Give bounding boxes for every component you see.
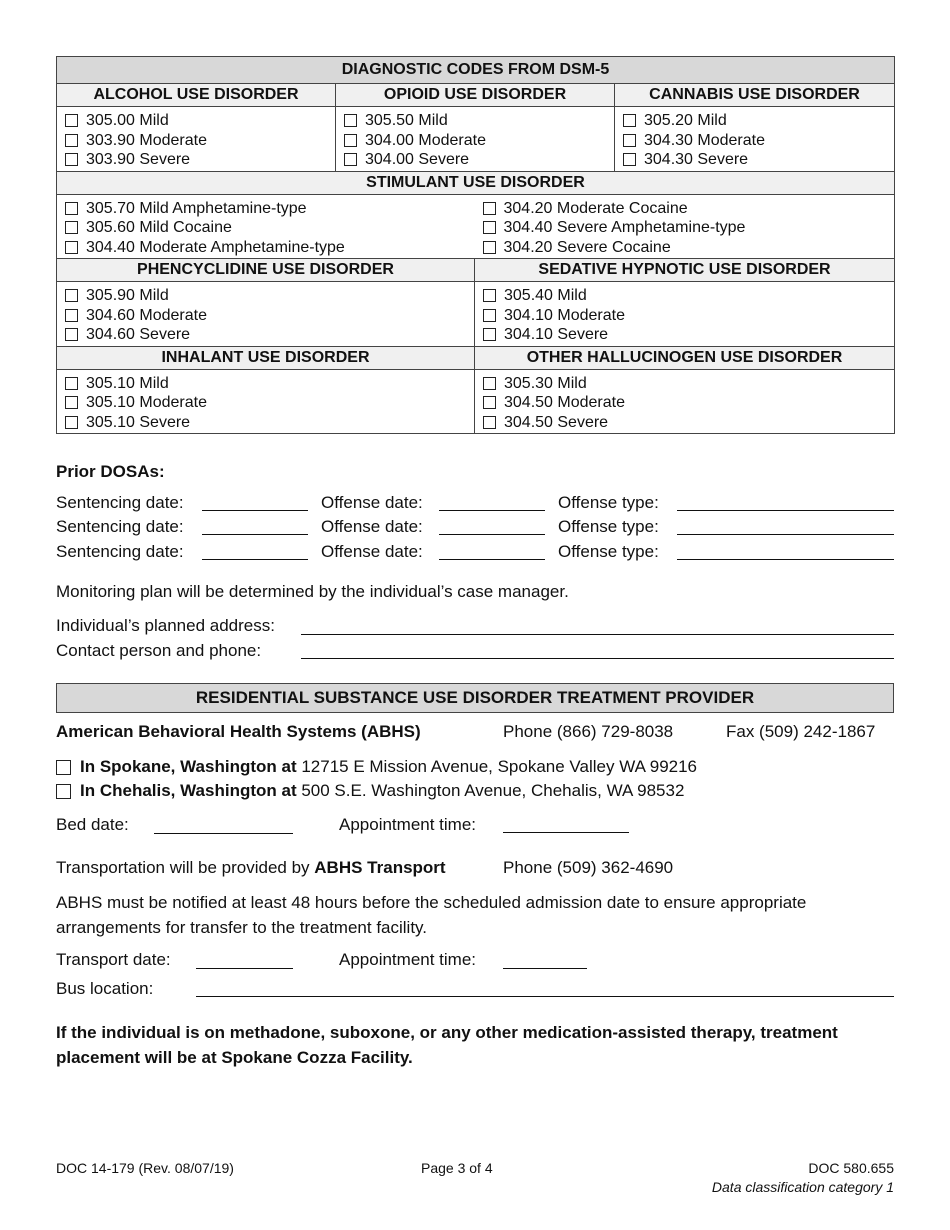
bus-location-label: Bus location: — [56, 979, 154, 998]
checkbox-icon — [56, 784, 71, 799]
spokane-location-checkbox[interactable]: In Spokane, Washington at 12715 E Mission Avenue, Spokane Valley WA 99216 — [56, 757, 697, 777]
hallucinogen-moderate-checkbox[interactable]: 304.50 Moderate — [483, 393, 886, 413]
checkbox-icon — [65, 221, 78, 234]
hallucinogen-severe-checkbox[interactable]: 304.50 Severe — [483, 413, 886, 433]
opioid-header: OPIOID USE DISORDER — [336, 84, 615, 107]
stimulant-mild-amphetamine-checkbox[interactable]: 305.70 Mild Amphetamine-type — [65, 199, 467, 219]
planned-address-label: Individual’s planned address: — [56, 616, 275, 635]
checkbox-icon — [65, 241, 78, 254]
sentencing-date-label-1: Sentencing date: — [56, 493, 184, 512]
diagnostic-codes-table — [56, 56, 895, 434]
checkbox-icon — [65, 202, 78, 215]
checkbox-icon — [65, 377, 78, 390]
inhalant-moderate-checkbox[interactable]: 305.10 Moderate — [65, 393, 466, 413]
bed-appointment-time-field[interactable] — [503, 832, 629, 833]
chehalis-location-checkbox[interactable]: In Chehalis, Washington at 500 S.E. Washington Avenue, Chehalis, WA 98532 — [56, 781, 684, 801]
form-id: DOC 14-179 (Rev. 08/07/19) — [56, 1160, 234, 1176]
checkbox-icon — [483, 396, 496, 409]
cannabis-severe-checkbox[interactable]: 304.30 Severe — [623, 150, 886, 170]
phencyclidine-mild-checkbox[interactable]: 305.90 Mild — [65, 286, 466, 306]
alcohol-severe-checkbox[interactable]: 303.90 Severe — [65, 150, 327, 170]
prior-dosas-heading: Prior DOSAs: — [56, 462, 165, 481]
transport-appointment-time-field[interactable] — [503, 968, 587, 969]
transport-date-label: Transport date: — [56, 950, 171, 969]
planned-address-field[interactable] — [301, 634, 894, 635]
provider-banner: RESIDENTIAL SUBSTANCE USE DISORDER TREATMENT PROVIDER — [56, 683, 894, 713]
checkbox-icon — [623, 134, 636, 147]
stimulant-severe-amphetamine-checkbox[interactable]: 304.40 Severe Amphetamine-type — [483, 218, 887, 238]
sedative-severe-checkbox[interactable]: 304.10 Severe — [483, 325, 886, 345]
cannabis-header: CANNABIS USE DISORDER — [615, 84, 895, 107]
checkbox-icon — [483, 241, 496, 254]
checkbox-icon — [65, 134, 78, 147]
cannabis-moderate-checkbox[interactable]: 304.30 Moderate — [623, 131, 886, 151]
offense-type-label-3: Offense type: — [558, 542, 659, 561]
hallucinogen-header: OTHER HALLUCINOGEN USE DISORDER — [475, 346, 895, 369]
contact-person-field[interactable] — [301, 658, 894, 659]
alcohol-header: ALCOHOL USE DISORDER — [57, 84, 336, 107]
offense-date-field-1[interactable] — [439, 510, 545, 511]
sedative-options — [475, 282, 895, 347]
stimulant-right-options — [475, 194, 895, 259]
bed-appointment-time-label: Appointment time: — [339, 815, 477, 834]
stimulant-left-options — [57, 194, 475, 259]
bed-date-label: Bed date: — [56, 815, 129, 834]
sedative-moderate-checkbox[interactable]: 304.10 Moderate — [483, 306, 886, 326]
offense-date-field-2[interactable] — [439, 534, 545, 535]
offense-date-label-2: Offense date: — [321, 517, 423, 536]
checkbox-icon — [65, 396, 78, 409]
stimulant-header: STIMULANT USE DISORDER — [57, 171, 895, 194]
transport-provider-name: ABHS Transport — [314, 858, 446, 877]
checkbox-icon — [483, 221, 496, 234]
provider-name: American Behavioral Health Systems (ABHS) — [56, 722, 421, 741]
transport-line: Transportation will be provided by ABHS Transport — [56, 858, 446, 877]
alcohol-options — [57, 107, 336, 172]
stimulant-severe-cocaine-checkbox[interactable]: 304.20 Severe Cocaine — [483, 238, 887, 258]
checkbox-icon — [65, 328, 78, 341]
cannabis-options — [615, 107, 895, 172]
transport-phone: Phone (509) 362-4690 — [503, 858, 674, 877]
offense-date-label-3: Offense date: — [321, 542, 423, 561]
sedative-mild-checkbox[interactable]: 305.40 Mild — [483, 286, 886, 306]
monitoring-plan-text: Monitoring plan will be determined by the individual’s case manager. — [56, 582, 569, 601]
phencyclidine-header: PHENCYCLIDINE USE DISORDER — [57, 259, 475, 282]
opioid-severe-checkbox[interactable]: 304.00 Severe — [344, 150, 606, 170]
offense-type-field-1[interactable] — [677, 510, 894, 511]
provider-phone: Phone (866) 729-8038 — [503, 722, 674, 741]
contact-person-label: Contact person and phone: — [56, 641, 262, 660]
inhalant-severe-checkbox[interactable]: 305.10 Severe — [65, 413, 466, 433]
checkbox-icon — [344, 153, 357, 166]
table-title: DIAGNOSTIC CODES FROM DSM-5 — [57, 57, 895, 84]
offense-type-label-1: Offense type: — [558, 493, 659, 512]
opioid-options — [336, 107, 615, 172]
phencyclidine-options — [57, 282, 475, 347]
sentencing-date-field-3[interactable] — [202, 559, 308, 560]
transport-appointment-time-label: Appointment time: — [339, 950, 477, 969]
checkbox-icon — [483, 309, 496, 322]
checkbox-icon — [483, 328, 496, 341]
provider-fax: Fax (509) 242-1867 — [726, 722, 876, 741]
checkbox-icon — [65, 114, 78, 127]
hallucinogen-options — [475, 369, 895, 434]
checkbox-icon — [483, 202, 496, 215]
transport-notice: ABHS must be notified at least 48 hours before the scheduled admission date to ensure appropriate arrangements for transfer to the treatment facility. — [56, 893, 807, 937]
phencyclidine-severe-checkbox[interactable]: 304.60 Severe — [65, 325, 466, 345]
inhalant-mild-checkbox[interactable]: 305.10 Mild — [65, 374, 466, 394]
offense-type-field-3[interactable] — [677, 559, 894, 560]
checkbox-icon — [65, 289, 78, 302]
data-classification: Data classification category 1 — [711, 1179, 894, 1195]
stimulant-mild-cocaine-checkbox[interactable]: 305.60 Mild Cocaine — [65, 218, 467, 238]
stimulant-moderate-cocaine-checkbox[interactable]: 304.20 Moderate Cocaine — [483, 199, 887, 219]
opioid-moderate-checkbox[interactable]: 304.00 Moderate — [344, 131, 606, 151]
doc-number: DOC 580.655 — [808, 1160, 894, 1176]
checkbox-icon — [65, 309, 78, 322]
sentencing-date-field-2[interactable] — [202, 534, 308, 535]
stimulant-moderate-amphetamine-checkbox[interactable]: 304.40 Moderate Amphetamine-type — [65, 238, 467, 258]
alcohol-moderate-checkbox[interactable]: 303.90 Moderate — [65, 131, 327, 151]
transport-date-field[interactable] — [196, 968, 293, 969]
bed-date-field[interactable] — [154, 833, 293, 834]
bus-location-field[interactable] — [196, 996, 894, 997]
checkbox-icon — [344, 114, 357, 127]
checkbox-icon — [65, 416, 78, 429]
methadone-notice: If the individual is on methadone, suboxone, or any other medication-assisted therapy, treatment placement will be at Spokane Cozza Facility. — [56, 1023, 838, 1067]
inhalant-header: INHALANT USE DISORDER — [57, 346, 475, 369]
phencyclidine-moderate-checkbox[interactable]: 304.60 Moderate — [65, 306, 466, 326]
offense-date-label-1: Offense date: — [321, 493, 423, 512]
checkbox-icon — [623, 114, 636, 127]
sentencing-date-field-1[interactable] — [202, 510, 308, 511]
alcohol-mild-checkbox[interactable]: 305.00 Mild — [65, 111, 327, 131]
page-number: Page 3 of 4 — [421, 1160, 493, 1176]
checkbox-icon — [344, 134, 357, 147]
inhalant-options — [57, 369, 475, 434]
offense-type-label-2: Offense type: — [558, 517, 659, 536]
checkbox-icon — [65, 153, 78, 166]
checkbox-icon — [623, 153, 636, 166]
cannabis-mild-checkbox[interactable]: 305.20 Mild — [623, 111, 886, 131]
hallucinogen-mild-checkbox[interactable]: 305.30 Mild — [483, 374, 886, 394]
sentencing-date-label-3: Sentencing date: — [56, 542, 184, 561]
opioid-mild-checkbox[interactable]: 305.50 Mild — [344, 111, 606, 131]
sentencing-date-label-2: Sentencing date: — [56, 517, 184, 536]
sedative-header: SEDATIVE HYPNOTIC USE DISORDER — [475, 259, 895, 282]
checkbox-icon — [483, 289, 496, 302]
offense-date-field-3[interactable] — [439, 559, 545, 560]
checkbox-icon — [56, 760, 71, 775]
checkbox-icon — [483, 377, 496, 390]
checkbox-icon — [483, 416, 496, 429]
offense-type-field-2[interactable] — [677, 534, 894, 535]
